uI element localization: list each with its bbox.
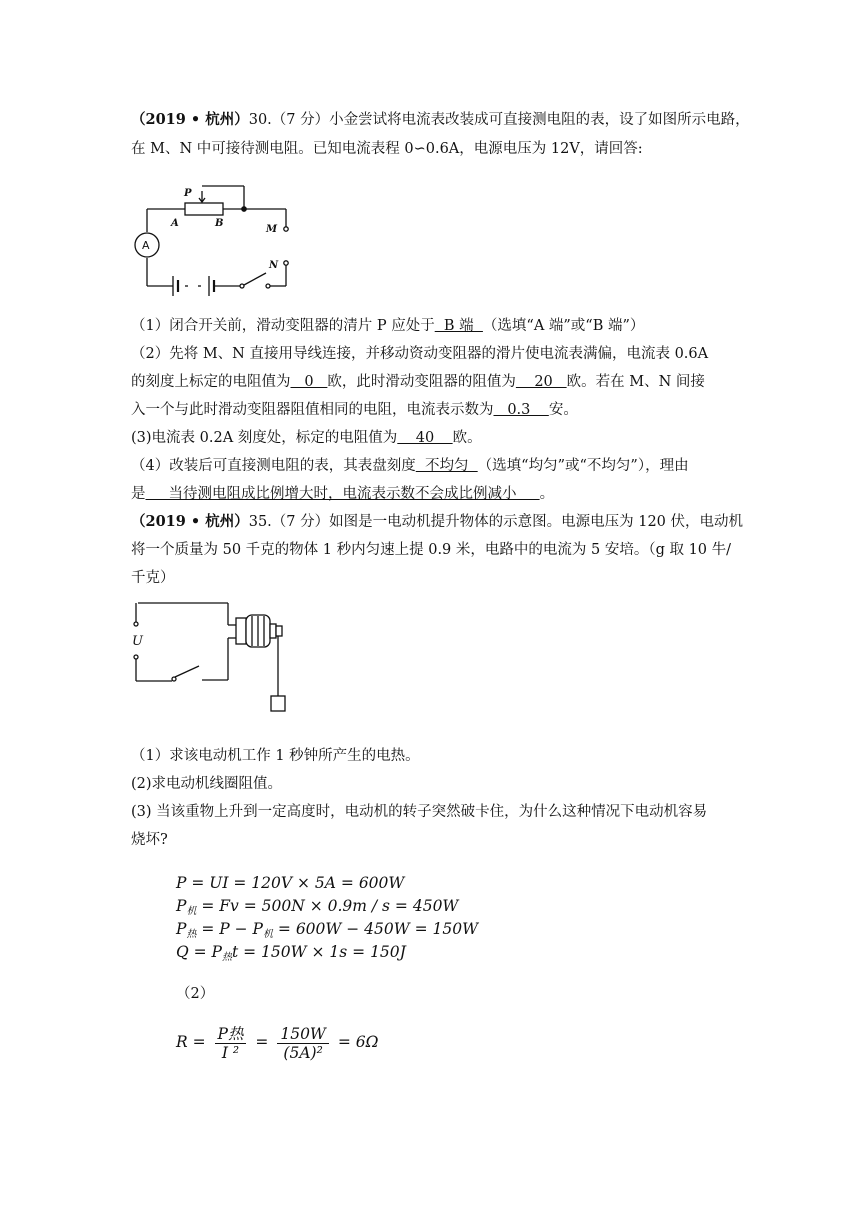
q30-p3-answer: 40 bbox=[397, 430, 453, 446]
eq4-rest: t = 150W × 1s = 150J bbox=[231, 943, 406, 961]
q30-p1-answer: B 端 bbox=[434, 318, 483, 334]
q30-p2-answer3: 0.3 bbox=[493, 402, 549, 418]
eq5-den1: I ² bbox=[221, 1043, 240, 1062]
q35-sub3-line1: (3) 当该重物上升到一定高度时，电动机的转子突然破卡住，为什么这种情况下电动机容易 bbox=[131, 804, 708, 820]
q30-part2-line2 bbox=[131, 372, 705, 392]
q30-p2-text-a: 的刻度上标定的电阻值为 bbox=[131, 374, 291, 390]
eq3-sub: 热 bbox=[186, 929, 197, 940]
circuit-diagram-1 bbox=[120, 180, 320, 300]
q30-p2-answer1: 0 bbox=[290, 374, 328, 390]
label-M: M bbox=[266, 224, 278, 235]
q30-part4-line1 bbox=[131, 456, 689, 476]
eq4-sub: 热 bbox=[221, 952, 232, 963]
motor-diagram bbox=[125, 600, 305, 720]
q30-p1-hint: （选填“A 端”或“B 端”） bbox=[482, 318, 645, 334]
q30-p4-hint: （选填“均匀”或“不均匀”），理由 bbox=[477, 458, 689, 474]
eq3-sub2: 机 bbox=[262, 929, 273, 940]
label-U: U bbox=[132, 634, 143, 649]
q30-p4-text: （4）改装后可直接测电阻的表，其表盘刻度 bbox=[131, 458, 416, 474]
label-B-end: B bbox=[215, 218, 224, 229]
equation-4 bbox=[176, 942, 406, 968]
q30-part1 bbox=[131, 316, 644, 336]
equation-1: P = UI = 120V × 5A = 600W bbox=[176, 874, 405, 892]
q30-part4-line2 bbox=[131, 484, 554, 504]
q35-intro-line1 bbox=[131, 512, 743, 532]
eq5-num2: 150W bbox=[277, 1025, 329, 1044]
q35-sub3-line2: 烧坏? bbox=[131, 832, 168, 848]
q30-p3-unit: 欧。 bbox=[452, 430, 482, 446]
label-A-end: A bbox=[171, 218, 179, 229]
ammeter-label: A bbox=[142, 239, 150, 252]
eq4-q: Q = P bbox=[176, 943, 222, 961]
q35-intro-text1: 35.（7 分）如图是一电动机提升物体的示意图。电源电压为 120 伏，电动机 bbox=[248, 514, 744, 530]
q35-sub2: (2)求电动机线圈阻值。 bbox=[131, 776, 283, 792]
eq5-fraction1 bbox=[215, 1025, 247, 1062]
q30-intro-text1: 30.（7 分）小金尝试将电流表改装成可直接测电阻的表，设了如图所示电路， bbox=[248, 112, 750, 128]
q30-part2-line3 bbox=[131, 400, 578, 420]
eq3-rest: = 600W − 450W = 150W bbox=[272, 920, 479, 938]
eq5-result: = 6Ω bbox=[337, 1033, 379, 1051]
q35-source: （2019 • 杭州） bbox=[131, 513, 249, 530]
q35-sub1: （1）求该电动机工作 1 秒钟所产生的电热。 bbox=[131, 748, 420, 764]
eq5-fraction2 bbox=[277, 1025, 329, 1062]
part2-label: （2） bbox=[176, 986, 215, 1002]
q30-source: （2019 • 杭州） bbox=[131, 111, 249, 128]
q30-p3-text: (3)电流表 0.2A 刻度处，标定的电阻值为 bbox=[131, 430, 398, 446]
label-N: N bbox=[269, 260, 279, 271]
q30-p4-answer: 不均匀 bbox=[415, 458, 478, 474]
q30-p4-reason: 当待测电阻成比例增大时，电流表示数不会成比例减小 bbox=[145, 486, 540, 502]
equation-5 bbox=[176, 1022, 378, 1062]
q30-p2-text-e: 安。 bbox=[548, 402, 578, 418]
eq3-p: P bbox=[176, 920, 187, 938]
eq2-p: P bbox=[176, 897, 187, 915]
eq5-den2: (5A)² bbox=[283, 1043, 323, 1062]
q30-p2-text-b: 欧，此时滑动变阻器的阻值为 bbox=[327, 374, 516, 390]
eq5-equals: = bbox=[255, 1033, 269, 1051]
label-P: P bbox=[184, 188, 192, 199]
q30-p2-answer2: 20 bbox=[515, 374, 567, 390]
q35-intro-line3: 千克） bbox=[131, 570, 175, 586]
q30-part3 bbox=[131, 428, 482, 448]
q30-p4-text-c: 是 bbox=[131, 486, 146, 502]
q35-intro-line2: 将一个质量为 50 千克的物体 1 秒内匀速上提 0.9 米，电路中的电流为 5 安培。（g 取 10 牛/ bbox=[131, 542, 732, 558]
q30-p1-text: （1）闭合开关前，滑动变阻器的清片 P 应处于 bbox=[131, 318, 435, 334]
eq3-mid: = P − P bbox=[196, 920, 263, 938]
q30-intro-line1 bbox=[131, 110, 750, 130]
q30-p2-text-d: 入一个与此时滑动变阻器阻值相同的电阻，电流表示数为 bbox=[131, 402, 494, 418]
eq2-rest: = Fv = 500N × 0.9m / s = 450W bbox=[196, 897, 459, 915]
eq2-sub: 机 bbox=[186, 906, 197, 917]
q30-p4-period: 。 bbox=[539, 486, 555, 502]
q30-intro-line2: 在 M、N 中可接待测电阻。已知电流表程 0∽0.6A，电源电压为 12V，请回答: bbox=[131, 141, 643, 157]
eq5-num1: P热 bbox=[215, 1025, 247, 1044]
q30-part2-line1: （2）先将 M、N 直接用导线连接，并移动资动变阻器的滑片使电流表满偏，电流表 0.6A bbox=[131, 346, 709, 362]
eq5-r: R = bbox=[176, 1033, 206, 1051]
q30-p2-text-c: 欧。若在 M、N 间接 bbox=[566, 374, 705, 390]
